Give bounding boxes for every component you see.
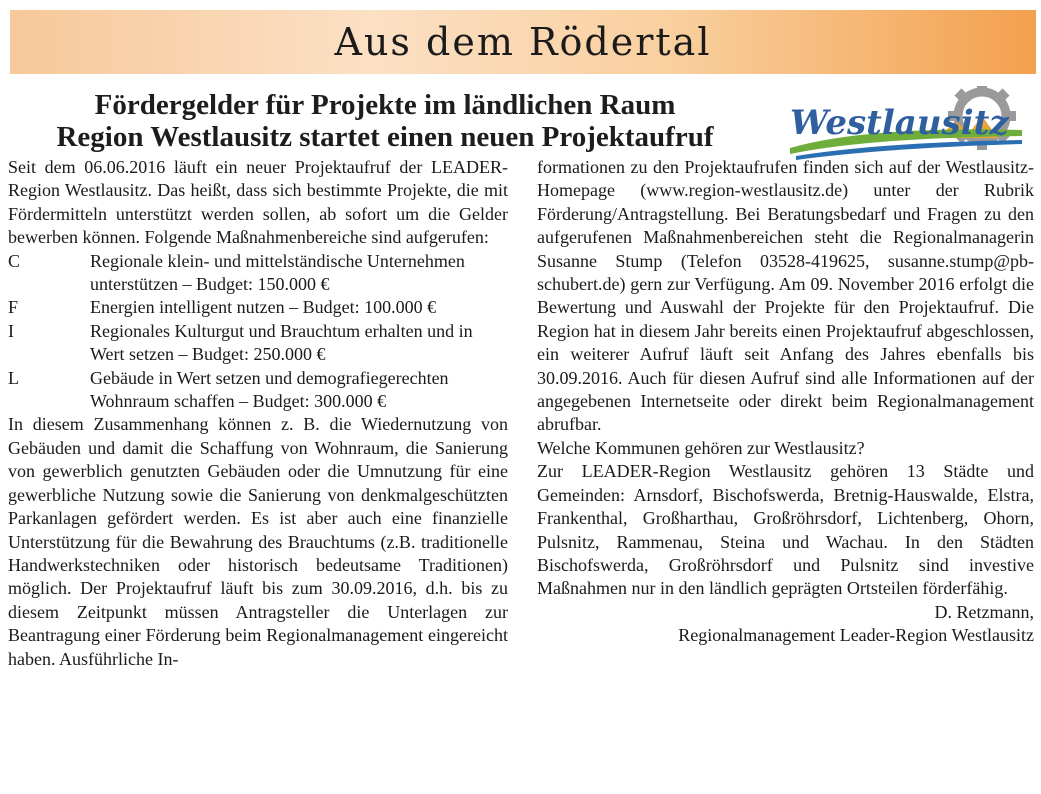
measure-item [8, 296, 508, 319]
article-column-left [8, 156, 508, 671]
measure-list [8, 250, 508, 414]
measure-text: Regionales Kulturgut und Brauchtum erhalten und in Wert setzen – Budget: 250.000 € [90, 320, 473, 365]
article-column-right [537, 156, 1034, 648]
headline-line-1: Fördergelder für Projekte im ländlichen Raum [94, 89, 676, 121]
article-body-right: formationen zu den Projektaufrufen finden sich auf der Westlausitz-Homepage (www.region-westlausitz.de) unter der Rubrik Förderung/Antragstellung. Bei Beratungsbedarf und Fragen zu den aufgerufenen Maßnahmenbereichen steht die Regionalmanagerin Susanne Stump (Telefon 03528-419625, susanne.stump@pb-schubert.de) gern zur Verfügung. Am 09. November 2016 erfolgt die Bewertung und Auswahl der Projekte für den Projektaufruf. Die Region hat in diesem Jahr bereits einen Projektaufruf abgeschlossen, ein weiterer Aufruf läuft seit Anfang des Jahres ebenfalls bis 30.09.2016. Auch für diesen Aufruf sind alle Informationen auf der angegebenen Internetseite oder direkt beim Regionalmanagement abrufbar. [537, 157, 1034, 435]
section-title: Aus dem Rödertal [334, 20, 712, 64]
headline-line-2: Region Westlausitz startet einen neuen Projektaufruf [56, 121, 714, 153]
section-banner [10, 10, 1036, 74]
article-question: Welche Kommunen gehören zur Westlausitz? [537, 437, 865, 458]
author-organization: Regionalmanagement Leader-Region Westlausitz [678, 625, 1034, 646]
measure-code: C [8, 250, 21, 271]
gear-sun-landscape-icon [786, 86, 1026, 166]
measure-code: F [8, 297, 19, 318]
measure-code: I [8, 320, 14, 341]
westlausitz-logo [786, 86, 1026, 166]
logo-wordmark: Westlausitz [790, 103, 1009, 143]
author-name: D. Retzmann, [934, 601, 1034, 622]
measure-text: Gebäude in Wert setzen und demografiegerechten Wohnraum schaffen – Budget: 300.000 € [90, 367, 449, 412]
measure-item [8, 320, 508, 367]
measure-code: L [8, 367, 19, 388]
article-body-left: In diesem Zusammenhang können z. B. die Wiedernutzung von Gebäuden und damit die Schaffung von Wohnraum, die Sanierung von gewerblich genutzten Gebäuden oder die Umnutzung für eine gewerbliche Nutzung sowie die Sanierung von denkmalgeschützten Parkanlagen gefördert werden. Es ist aber auch eine finanzielle Unterstützung für die Bewahrung des Brauchtums (z.B. traditionelle Handwerkstechniken oder historisch bedeutsame Traditionen) möglich. Der Projektaufruf läuft bis zum 30.09.2016, d.h. bis zu diesem Zeitpunkt müssen Antragsteller die Unterlagen zur Beantragung einer Förderung beim Regionalmanagement eingereicht haben. Ausführliche In- [8, 414, 508, 669]
measure-text: Energien intelligent nutzen – Budget: 100.000 € [90, 297, 437, 318]
article-intro: Seit dem 06.06.2016 läuft ein neuer Projektaufruf der LEADER-Region Westlausitz. Das heißt, dass sich bestimmte Projekte, die mit Fördermitteln unterstützt werden sollen, ab sofort um die Gelder bewerben können. Folgende Maßnahmenbereiche sind aufgerufen: [8, 157, 508, 248]
measure-item [8, 367, 508, 414]
article-answer: Zur LEADER-Region Westlausitz gehören 13 Städte und Gemeinden: Arnsdorf, Bischofswerda, Bretnig-Hauswalde, Elstra, Frankenthal, Großharthau, Großröhrsdorf, Lichtenberg, Ohorn, Pulsnitz, Rammenau, Steina und Wachau. In den Städten Bischofswerda, Großröhrsdorf und Pulsnitz sind investive Maßnahmen nur in den ländlich geprägten Ortsteilen förderfähig. [537, 461, 1034, 599]
measure-item [8, 250, 508, 297]
measure-text: Regionale klein- und mittelständische Unternehmen unterstützen – Budget: 150.000 € [90, 250, 465, 295]
